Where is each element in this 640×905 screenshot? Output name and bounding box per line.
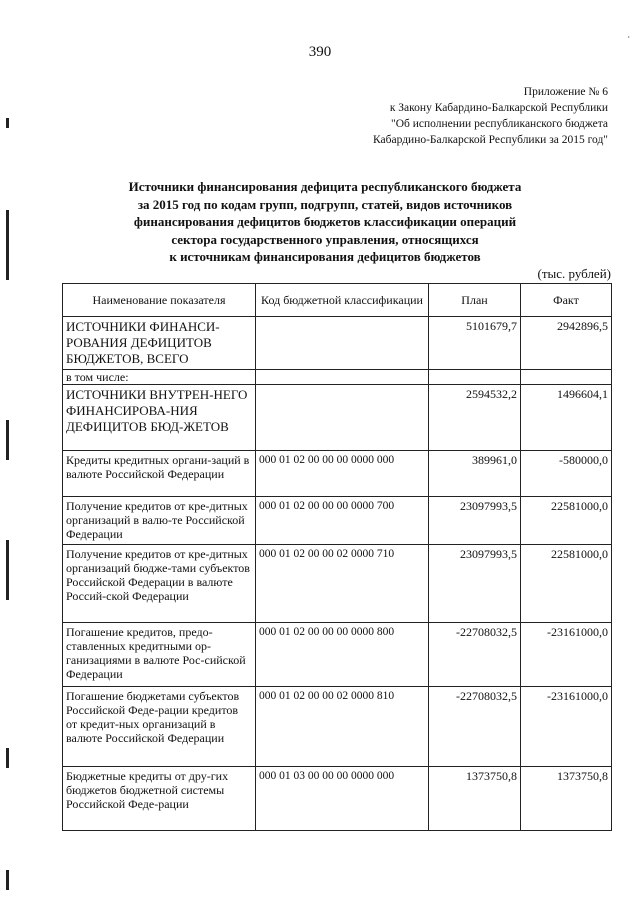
row-fact: 22581000,0 [521, 497, 612, 545]
scan-artifact: ⸳ [627, 31, 630, 42]
table-row [63, 385, 612, 451]
table-row [63, 451, 612, 497]
row-code: 000 01 02 00 00 02 0000 810 [256, 687, 429, 767]
budget-table [62, 283, 612, 831]
row-fact: 1373750,8 [521, 767, 612, 831]
row-code [256, 385, 429, 451]
table-row [63, 370, 612, 385]
margin-mark [6, 118, 9, 128]
table-header-row [63, 284, 612, 317]
table-row [63, 317, 612, 370]
row-fact: 1496604,1 [521, 385, 612, 451]
row-name: Бюджетные кредиты от дру-гих бюджетов бюджетной системы Российской Феде-рации [63, 767, 256, 831]
row-fact: 2942896,5 [521, 317, 612, 370]
row-plan [429, 370, 521, 385]
document-title [95, 178, 555, 266]
row-name: в том числе: [63, 370, 256, 385]
table-row [63, 687, 612, 767]
appendix-line: "Об исполнении республиканского бюджета [391, 118, 608, 130]
row-code: 000 01 02 00 00 00 0000 700 [256, 497, 429, 545]
margin-mark [6, 210, 9, 280]
row-name: Погашение бюджетами субъектов Российской Феде-рации кредитов от кредит-ных организаций в валюте Российской Федерации [63, 687, 256, 767]
row-code: 000 01 02 00 00 00 0000 800 [256, 623, 429, 687]
row-name: Кредиты кредитных органи-заций в валюте Российской Федерации [63, 451, 256, 497]
table-row [63, 767, 612, 831]
row-fact: 22581000,0 [521, 545, 612, 623]
row-fact: -580000,0 [521, 451, 612, 497]
row-plan: 1373750,8 [429, 767, 521, 831]
appendix-block [308, 84, 608, 148]
table-row [63, 545, 612, 623]
row-plan: -22708032,5 [429, 623, 521, 687]
row-fact: -23161000,0 [521, 687, 612, 767]
units-label: (тыс. рублей) [537, 266, 611, 281]
row-code: 000 01 02 00 00 00 0000 000 [256, 451, 429, 497]
row-plan: 389961,0 [429, 451, 521, 497]
row-plan: 5101679,7 [429, 317, 521, 370]
margin-mark [6, 870, 9, 890]
header-name: Наименование показателя [63, 284, 256, 317]
margin-mark [6, 748, 9, 768]
row-plan: 23097993,5 [429, 545, 521, 623]
title-line: сектора государственного управления, относящихся [171, 231, 479, 247]
row-code [256, 317, 429, 370]
page-number: 390 [308, 44, 332, 60]
margin-mark [6, 420, 9, 460]
title-line: Источники финансирования дефицита республиканского бюджета [128, 179, 522, 194]
row-plan: 2594532,2 [429, 385, 521, 451]
row-code [256, 370, 429, 385]
appendix-line: к Закону Кабардино-Балкарской Республики [389, 102, 608, 114]
header-code: Код бюджетной классификации [256, 284, 429, 317]
margin-mark [6, 540, 9, 600]
row-code: 000 01 03 00 00 00 0000 000 [256, 767, 429, 831]
row-plan: 23097993,5 [429, 497, 521, 545]
appendix-line: Приложение № 6 [523, 86, 608, 98]
table-row [63, 623, 612, 687]
title-line: финансирования дефицитов бюджетов классификации операций [133, 214, 517, 229]
title-line: за 2015 год по кодам групп, подгрупп, статей, видов источников [137, 196, 513, 212]
appendix-line: Кабардино-Балкарской Республики за 2015 год" [373, 134, 608, 146]
row-name: ИСТОЧНИКИ ФИНАНСИ-РОВАНИЯ ДЕФИЦИТОВ БЮДЖЕТОВ, ВСЕГО [63, 317, 256, 370]
table-row [63, 497, 612, 545]
row-fact: -23161000,0 [521, 623, 612, 687]
title-line: к источникам финансирования дефицитов бюджетов [169, 249, 481, 264]
row-plan: -22708032,5 [429, 687, 521, 767]
header-fact: Факт [521, 284, 612, 317]
row-name: Погашение кредитов, предо-ставленных кредитными ор-ганизациями в валюте Рос-сийской Федерации [63, 623, 256, 687]
row-name: Получение кредитов от кре-дитных организаций в валю-те Российской Федерации [63, 497, 256, 545]
header-plan: План [429, 284, 521, 317]
row-name: Получение кредитов от кре-дитных организаций бюдже-тами субъектов Российской Федерации в валюте Россий-ской Федерации [63, 545, 256, 623]
row-code: 000 01 02 00 00 02 0000 710 [256, 545, 429, 623]
row-name: ИСТОЧНИКИ ВНУТРЕН-НЕГО ФИНАНСИРОВА-НИЯ ДЕФИЦИТОВ БЮД-ЖЕТОВ [63, 385, 256, 451]
row-fact [521, 370, 612, 385]
